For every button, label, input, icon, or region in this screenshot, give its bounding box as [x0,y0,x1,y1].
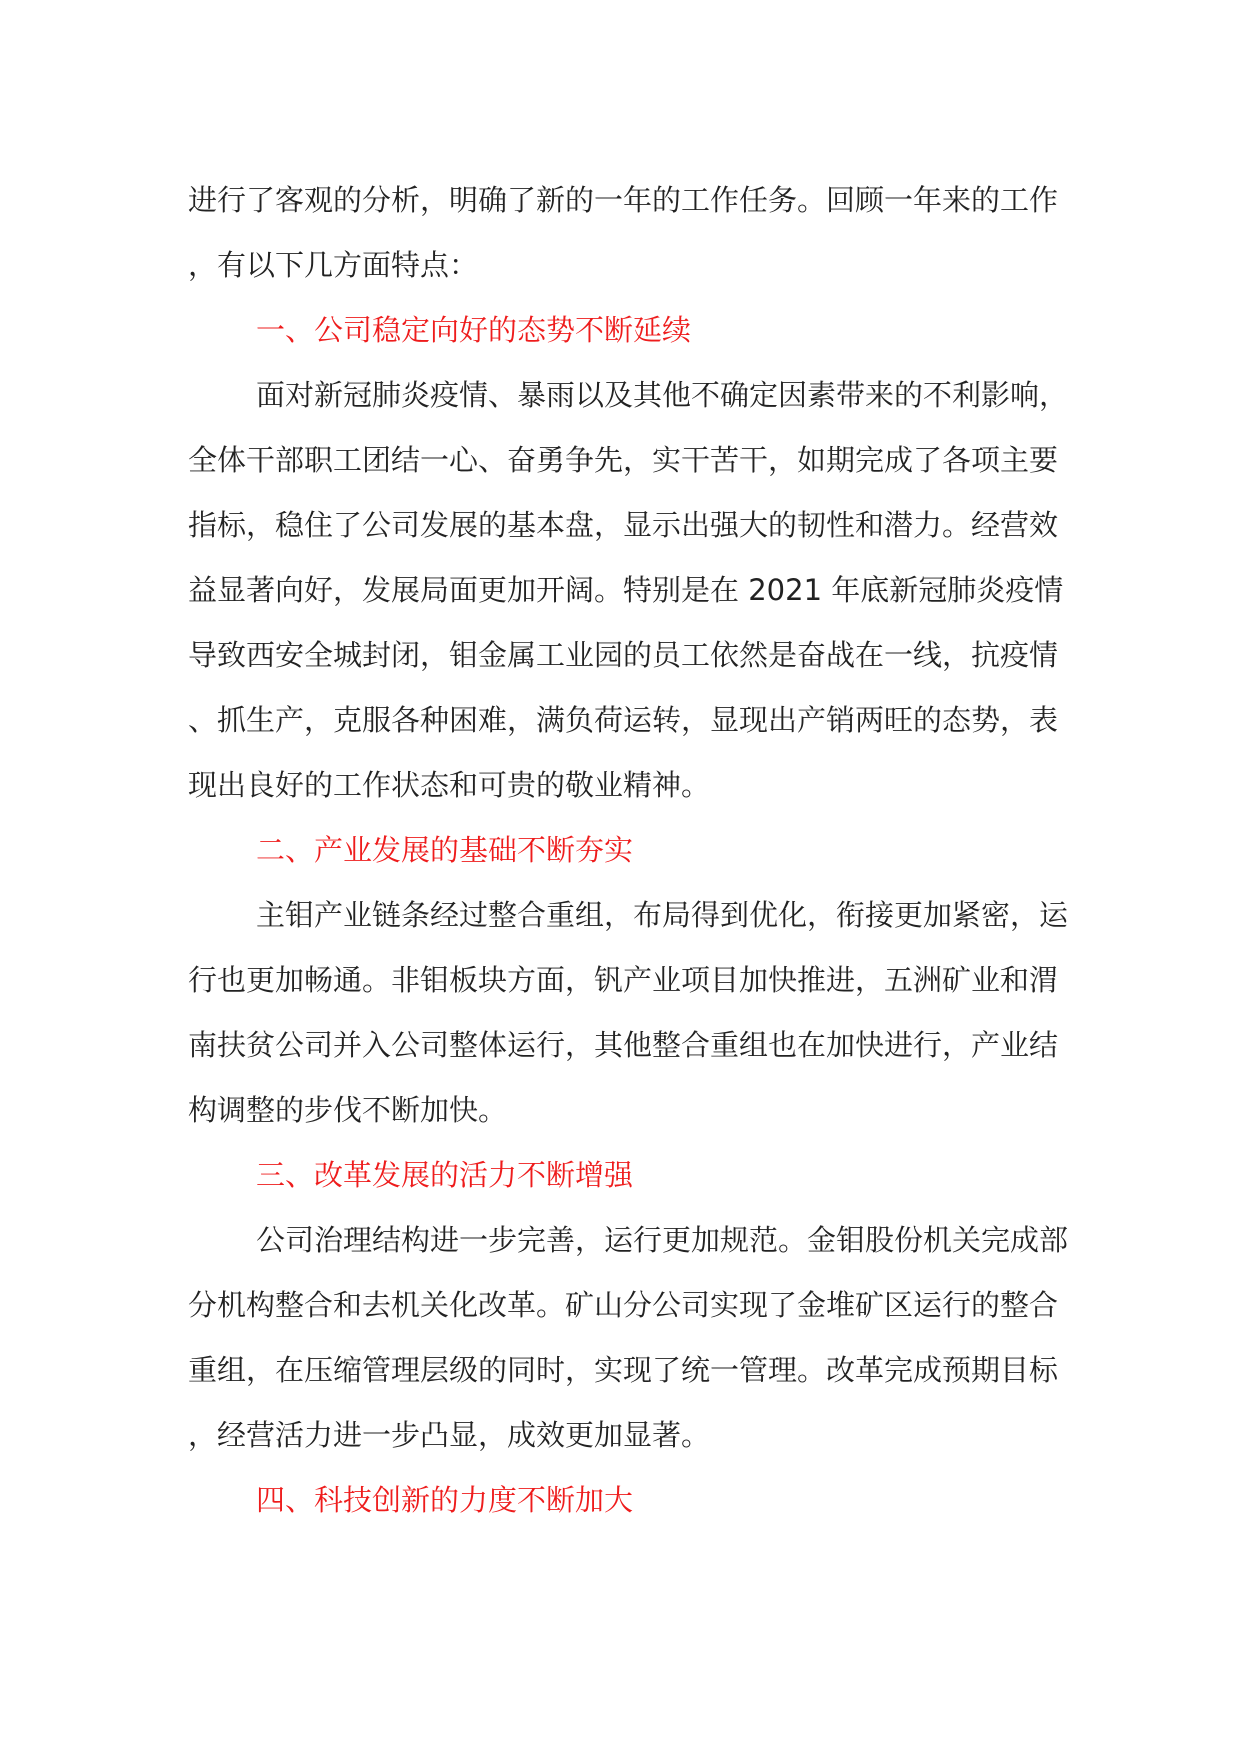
intro-paragraph: 进行了客观的分析，明确了新的一年的工作任务。回顾一年来的工作，有以下几方面特点： [188,183,1059,282]
section-body-3: 公司治理结构进一步完善，运行更加规范。金钼股份机关完成部分机构整合和去机关化改革。矿山分公司实现了金堆矿区运行的整合重组，在压缩管理层级的同时，实现了统一管理。改革完成预期目标，经营活力进一步凸显，成效更加显著。 [188,1223,1069,1452]
section-body-1: 面对新冠肺炎疫情、暴雨以及其他不确定因素带来的不利影响，全体干部职工团结一心、奋勇争先，实干苦干，如期完成了各项主要指标，稳住了公司发展的基本盘，显示出强大的韧性和潜力。经营效益显著向好，发展局面更加开阔。特别是在 2021 年底新冠肺炎疫情导致西安全城封闭，钼金属工业园的员工依然是奋战在一线，抗疫情、抓生产，克服各种困难，满负荷运转，显现出产销两旺的态势，表现出良好的工作状态和可贵的敬业精神。 [188,378,1069,802]
document-body [188,168,1076,1533]
section-body-2: 主钼产业链条经过整合重组，布局得到优化，衔接更加紧密，运行也更加畅通。非钼板块方面，钒产业项目加快推进，五洲矿业和渭南扶贫公司并入公司整体运行，其他整合重组也在加快进行，产业结构调整的步伐不断加快。 [188,898,1069,1127]
section-heading-1: 一、公司稳定向好的态势不断延续 [256,313,692,347]
section-heading-4: 四、科技创新的力度不断加大 [256,1483,634,1517]
section-heading-3: 三、改革发展的活力不断增强 [256,1158,634,1192]
section-heading-2: 二、产业发展的基础不断夯实 [256,833,634,867]
